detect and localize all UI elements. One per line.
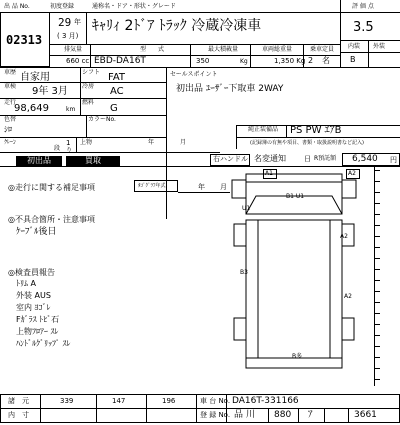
upper-label: 上物 xyxy=(80,139,93,146)
inspector-line: 外装 AUS xyxy=(16,291,51,300)
category-label: 車歴 xyxy=(4,69,17,76)
upper-month: 月 xyxy=(180,139,187,146)
color: ｼﾛ xyxy=(4,125,12,134)
wheel-front-left xyxy=(234,224,246,246)
category: 自家用 xyxy=(20,72,50,83)
handle-label: 右ハンドル xyxy=(213,155,248,163)
vehicle-name: ｷｬﾘｨ 2ﾄﾞｱ ﾄﾗｯｸ 冷蔵冷凍車 xyxy=(92,18,262,34)
max-load: 350 xyxy=(196,57,210,65)
score-value: 3.5 xyxy=(353,20,374,35)
selling-points-label: セールスポイント xyxy=(170,71,218,78)
recycle-value: 6,540 xyxy=(352,154,378,164)
damage-a2-front: A2 xyxy=(348,170,356,177)
gross-weight-label: 車両総重量 xyxy=(262,46,293,53)
mileage-unit: km xyxy=(66,106,76,113)
ruler-tick xyxy=(374,181,380,182)
ruler-tick xyxy=(374,335,380,336)
score-label: 評 価 点 xyxy=(352,3,374,10)
defect-label: ◎不具合箇所・注意事項 xyxy=(8,215,95,224)
plate-kana: ｱ xyxy=(308,410,313,420)
capacity-unit: 名 xyxy=(322,56,330,65)
ruler-tick xyxy=(374,170,380,171)
recycle-label: R預託額 xyxy=(314,155,337,162)
shift-label: シフト xyxy=(82,69,101,76)
ruler-tick xyxy=(374,247,380,248)
exterior-label: 外装 xyxy=(373,43,386,50)
defect-text: ｹｰﾌﾞﾙ後日 xyxy=(16,227,57,237)
purchase-badge: 買取 xyxy=(66,156,120,166)
reg-year: 29 xyxy=(58,16,72,29)
ruler-tick xyxy=(374,368,380,369)
crane-value: 1 xyxy=(66,139,71,147)
ruler-tick xyxy=(374,203,380,204)
chassis-label: 車 台 No. xyxy=(200,397,231,405)
ruler-tick xyxy=(374,192,380,193)
ruler-tick xyxy=(374,379,380,380)
mirror-right xyxy=(342,180,356,198)
damage-b-multi: B多 xyxy=(292,353,303,360)
model-label: 型 式 xyxy=(140,46,165,53)
dim-length: 339 xyxy=(60,397,74,405)
inspection-label: 車検 xyxy=(4,83,17,90)
inspector-line: 上物ﾌﾛｱｰ ｽﾚ xyxy=(16,327,59,336)
chassis-no: DA16T-331166 xyxy=(232,396,299,406)
ruler-tick xyxy=(374,236,380,237)
displacement-label: 排気量 xyxy=(64,46,83,53)
first-reg-label: 初度登録 xyxy=(50,3,75,10)
damage-b1-u1: B1 U1 xyxy=(286,193,305,200)
plate-class: 880 xyxy=(274,410,292,420)
max-load-unit: Kg xyxy=(240,58,248,65)
damage-u1: U1 xyxy=(242,205,251,212)
report-label: ◎走行に関する補足事項 xyxy=(8,183,95,192)
equipment: PS PW ｴｱB xyxy=(290,125,342,136)
cargo-box xyxy=(246,220,342,358)
dim-width: 147 xyxy=(112,397,126,405)
recycle-unit: 円 xyxy=(390,156,397,164)
name-change-label: 名変通知 xyxy=(254,154,286,163)
ruler-tick xyxy=(374,357,380,358)
equipment-note: (記録簿の有無や項目、書類・取扱説明書など記入) xyxy=(250,140,364,146)
ruler-tick xyxy=(374,269,380,270)
fuel-label: 燃料 xyxy=(82,99,95,106)
wheel-rear-left xyxy=(234,318,246,340)
ruler-tick xyxy=(374,291,380,292)
shift: FAT xyxy=(108,72,126,83)
crane-sub: り xyxy=(66,147,73,154)
max-load-label: 最大積載量 xyxy=(208,46,239,53)
damage-b3: B3 xyxy=(240,269,248,276)
fuel: G xyxy=(110,103,118,114)
ruler-tick xyxy=(374,324,380,325)
color-label: 色替 xyxy=(4,116,17,123)
tacho-month: 月 xyxy=(220,183,227,191)
color-no-label: カラーNo. xyxy=(88,116,116,123)
capacity: 2 xyxy=(308,56,314,65)
inspector-line: ﾊﾝﾄﾞﾙｸﾞﾘｯﾌﾟ ｽﾚ xyxy=(16,339,71,348)
plate-no: 3661 xyxy=(354,410,377,420)
model-code: EBD-DA16T xyxy=(94,56,146,66)
model-header-label: 通称名・ドア・形状・グレード xyxy=(92,3,176,10)
plate-label: 登 録 No. xyxy=(200,411,231,419)
inner-dims-label: 内 寸 xyxy=(8,411,29,419)
name-change-value: 日 xyxy=(304,155,311,163)
gross-weight: 1,350 Kg xyxy=(274,57,306,65)
exhibit-no-label: 出 品 No. xyxy=(4,3,30,10)
reg-month: ( 3 月) xyxy=(57,32,79,40)
damage-a2-side: A2 xyxy=(340,233,348,240)
plate-area: 品 川 xyxy=(234,410,255,420)
ruler-tick xyxy=(374,280,380,281)
damage-a2-rear: A2 xyxy=(344,293,352,300)
interior-grade: B xyxy=(350,55,356,64)
wheel-rear-right xyxy=(342,318,354,340)
dims-label: 諸 元 xyxy=(8,397,29,405)
mirror-left xyxy=(232,180,246,198)
crane-unit: 段 xyxy=(54,145,61,152)
inspector-line: 室内 ﾖｺﾞﾚ xyxy=(16,303,51,312)
dim-height: 196 xyxy=(162,397,176,405)
mileage: 98,649 xyxy=(14,103,49,114)
tachograph-label: ﾀｺﾞｸﾞﾗﾌ年式 xyxy=(138,183,166,189)
ac: AC xyxy=(110,86,124,97)
exhibit-no: 02313 xyxy=(6,33,43,47)
selling-points: 初出品 ﾕｰｻﾞｰ下取車 2WAY xyxy=(176,84,284,94)
ruler-tick xyxy=(374,302,380,303)
first-exhibit-badge: 初出品 xyxy=(16,156,62,166)
interior-label: 内装 xyxy=(348,43,361,50)
inspector-line: Fｶﾞﾗｽ ﾄﾋﾞ石 xyxy=(16,315,60,324)
ruler-tick xyxy=(374,214,380,215)
displacement: 660 cc xyxy=(66,57,90,65)
ruler-tick xyxy=(374,225,380,226)
tacho-year: 年 xyxy=(198,183,205,191)
equipment-label: 純正装備品 xyxy=(248,126,279,133)
upper-year: 年 xyxy=(148,139,155,146)
inspection: 9年 3月 xyxy=(32,86,68,97)
ruler-tick xyxy=(374,346,380,347)
front-bumper xyxy=(246,174,342,182)
ac-label: 冷房 xyxy=(82,83,95,90)
right-ruler xyxy=(374,166,375,386)
capacity-label: 乗車定員 xyxy=(310,46,335,53)
inspector-label: ◎検査員報告 xyxy=(8,268,55,277)
reg-year-unit: 年 xyxy=(74,18,81,26)
inspector-line: ﾄﾘﾑ A xyxy=(16,279,37,288)
crane-label: ｸﾚｰﾝ xyxy=(4,139,17,146)
ruler-tick xyxy=(374,313,380,314)
damage-a1: A1 xyxy=(265,170,273,177)
mileage-label: 走行 xyxy=(4,99,17,106)
ruler-tick xyxy=(374,258,380,259)
